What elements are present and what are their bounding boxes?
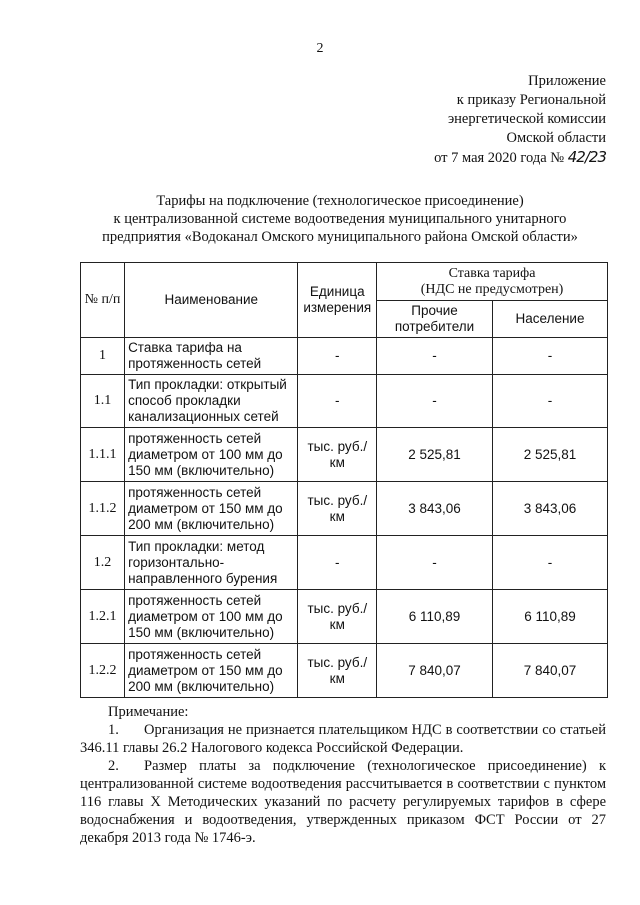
row-num: 1.2.1 [81, 590, 125, 644]
document-title [60, 192, 620, 246]
row-num: 1 [81, 338, 125, 375]
row-name: протяженность сетей диаметром от 100 мм до 150 мм (включительно) [125, 590, 298, 644]
header-rate-line-1: Ставка тарифа [448, 265, 536, 281]
note-text: Размер платы за подключение (технологическое присоединение) к централизованной системе водоотведения рассчитывается в соответствии с пунктом 116 главы X Методических указаний по расчету регулируемых тарифов в сфере водоснабжения и водоотведения, утвержденных приказом ФСТ России от 27 декабря 2013 года № 1746-э. [80, 758, 606, 846]
table-row [81, 338, 608, 375]
appendix-line-1: Приложение [528, 73, 606, 89]
table-row [81, 482, 608, 536]
header-other: Прочие потребители [377, 301, 493, 338]
row-population: 3 843,06 [493, 482, 608, 536]
row-num: 1.1.1 [81, 428, 125, 482]
table-row [81, 536, 608, 590]
title-line-2: к централизованной системе водоотведения муниципального унитарного [113, 211, 567, 227]
order-number-handwritten: 42/23 [567, 148, 606, 166]
appendix-date: от 7 мая 2020 года № [434, 150, 565, 166]
notes-section [80, 703, 606, 847]
appendix-line-2: к приказу Региональной [456, 92, 606, 108]
row-population: - [493, 338, 608, 375]
row-population: 7 840,07 [493, 644, 608, 698]
row-population: 6 110,89 [493, 590, 608, 644]
table-row [81, 428, 608, 482]
header-rate [377, 263, 608, 301]
header-rate-line-2: (НДС не предусмотрен) [420, 281, 564, 297]
appendix-block [434, 72, 606, 168]
note-text: Организация не признается плательщиком НДС в соответствии со статьей 346.11 главы 26.2 Налогового кодекса Российской Федерации. [80, 722, 606, 756]
row-other: 7 840,07 [377, 644, 493, 698]
row-name: Ставка тарифа на протяженность сетей [125, 338, 298, 375]
table-row [81, 590, 608, 644]
appendix-line-3: энергетической комиссии [447, 111, 606, 127]
row-other: 6 110,89 [377, 590, 493, 644]
row-name: протяженность сетей диаметром от 100 мм до 150 мм (включительно) [125, 428, 298, 482]
row-unit: тыс. руб./ км [298, 428, 377, 482]
header-unit: Единица измерения [298, 263, 377, 338]
row-num: 1.2 [81, 536, 125, 590]
row-num: 1.1.2 [81, 482, 125, 536]
row-name: протяженность сетей диаметром от 150 мм до 200 мм (включительно) [125, 482, 298, 536]
header-population: Население [493, 301, 608, 338]
row-other: 3 843,06 [377, 482, 493, 536]
table-row [81, 644, 608, 698]
row-other: - [377, 338, 493, 375]
row-population: 2 525,81 [493, 428, 608, 482]
note-item [80, 757, 606, 847]
row-other: - [377, 375, 493, 428]
appendix-date-line [434, 148, 606, 168]
row-unit: тыс. руб./ км [298, 590, 377, 644]
row-name: Тип прокладки: метод горизонтально-направленного бурения [125, 536, 298, 590]
row-num: 1.1 [81, 375, 125, 428]
note-item [80, 721, 606, 757]
note-number: 2. [108, 758, 119, 774]
title-line-1: Тарифы на подключение (технологическое присоединение) [156, 193, 524, 209]
notes-heading: Примечание: [108, 704, 189, 720]
row-num: 1.2.2 [81, 644, 125, 698]
row-unit: - [298, 375, 377, 428]
row-unit: тыс. руб./ км [298, 482, 377, 536]
row-name: Тип прокладки: открытый способ прокладки канализационных сетей [125, 375, 298, 428]
tariff-table [80, 262, 608, 698]
note-number: 1. [108, 722, 119, 738]
page-number: 2 [316, 41, 324, 56]
row-unit: - [298, 338, 377, 375]
title-line-3: предприятия «Водоканал Омского муниципального района Омской области» [102, 229, 578, 245]
row-population: - [493, 536, 608, 590]
row-population: - [493, 375, 608, 428]
header-name: Наименование [125, 263, 298, 338]
row-other: - [377, 536, 493, 590]
row-other: 2 525,81 [377, 428, 493, 482]
appendix-line-4: Омской области [506, 130, 606, 146]
table-row [81, 375, 608, 428]
row-name: протяженность сетей диаметром от 150 мм до 200 мм (включительно) [125, 644, 298, 698]
row-unit: - [298, 536, 377, 590]
header-num: № п/п [81, 263, 125, 338]
row-unit: тыс. руб./ км [298, 644, 377, 698]
